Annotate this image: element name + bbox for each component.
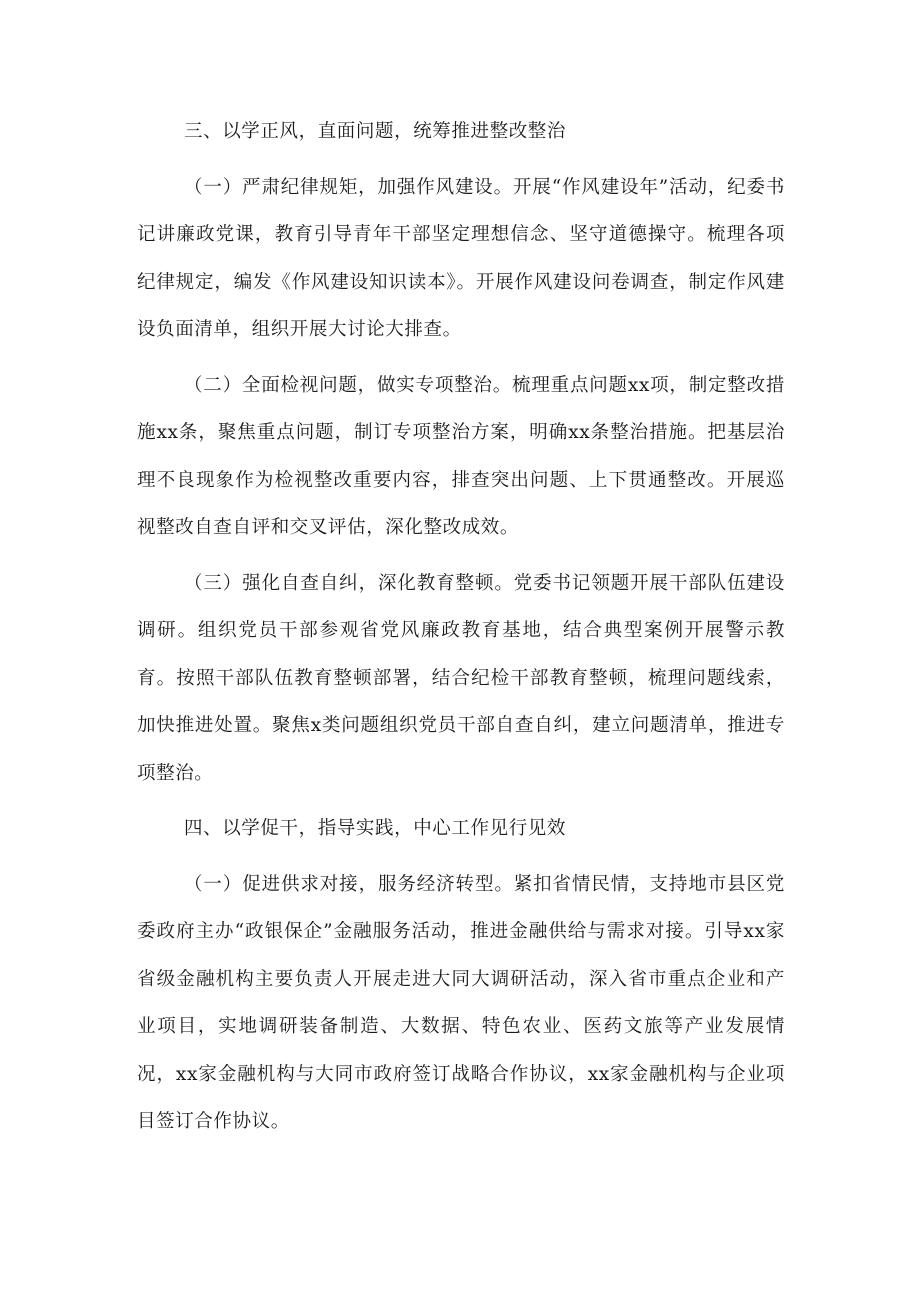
section-four-heading: 四、以学促干，指导实践，中心工作见行见效: [184, 818, 567, 839]
section-three-heading: 三、以学正风，直面问题，统筹推进整改整治: [184, 121, 567, 142]
section-four-paragraph-1: （一）促进供求对接，服务经济转型。紧扣省情民情，支持地市县区党委政府主办“政银保企”金融服务活动，推进金融供给与需求对接。引导xx家省级金融机构主要负责人开展走进大同大调研活动，深入省市重点企业和产业项目，实地调研装备制造、大数据、特色农业、医药文旅等产业发展情况，xx家金融机构与大同市政府签订战略合作协议，xx家金融机构与企业项目签订合作协议。: [137, 873, 785, 1132]
document-body: [137, 108, 785, 1154]
section-three-paragraph-2: （二）全面检视问题，做实专项整治。梳理重点问题xx项，制定整改措施xx条，聚焦重点问题，制订专项整治方案，明确xx条整治措施。把基层治理不良现象作为检视整改重要内容，排查突出问题、上下贯通整改。开展巡视整改自查自评和交叉评估，深化整改成效。: [137, 374, 785, 538]
section-three-paragraph-3: （三）强化自查自纠，深化教育整顿。党委书记领题开展干部队伍建设调研。组织党员干部参观省党风廉政教育基地，结合典型案例开展警示教育。按照干部队伍教育整顿部署，结合纪检干部教育整顿，梳理问题线索，加快推进处置。聚焦x类问题组织党员干部自查自纠，建立问题清单，推进专项整治。: [137, 572, 785, 784]
section-three-paragraph-1: （一）严肃纪律规矩，加强作风建设。开展“作风建设年”活动，纪委书记讲廉政党课，教育引导青年干部坚定理想信念、坚守道德操守。梳理各项纪律规定，编发《作风建设知识读本》。开展作风建设问卷调查，制定作风建设负面清单，组织开展大讨论大排查。: [137, 176, 785, 340]
